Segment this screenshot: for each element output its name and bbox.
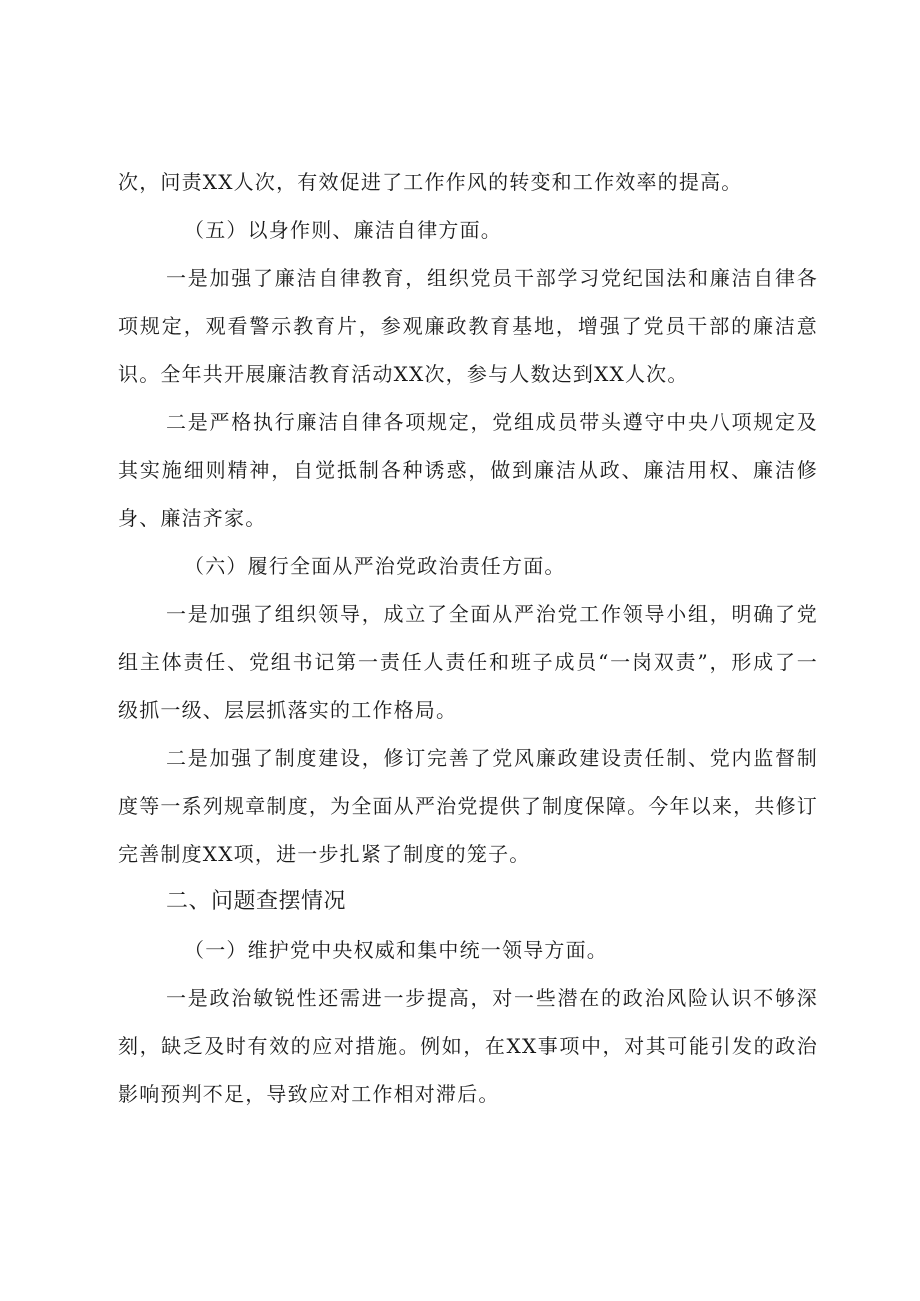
subheading-one: （一）维护党中央权威和集中统一领导方面。 bbox=[184, 938, 608, 962]
subheading-six: （六）履行全面从严治党政治责任方面。 bbox=[184, 554, 566, 578]
paragraph-six-1: 一是加强了组织领导，成立了全面从严治党工作领导小组，明确了党组主体责任、党组书记第一责任人责任和班子成员“一岗双责”，形成了一级抓一级、层层抓落实的工作格局。 bbox=[118, 602, 818, 722]
section-heading-problems: 二、问题查摆情况 bbox=[166, 889, 347, 914]
subheading-five: （五）以身作则、廉洁自律方面。 bbox=[184, 218, 502, 242]
paragraph-six-2: 二是加强了制度建设，修订完善了党风廉政建设责任制、党内监督制度等一系列规章制度，为全面从严治党提供了制度保障。今年以来，共修订完善制度XX项，进一步扎紧了制度的笼子。 bbox=[118, 746, 818, 866]
paragraph-five-2: 二是严格执行廉洁自律各项规定，党组成员带头遵守中央八项规定及其实施细则精神，自觉抵制各种诱惑，做到廉洁从政、廉洁用权、廉洁修身、廉洁齐家。 bbox=[118, 410, 818, 530]
paragraph-one-1: 一是政治敏锐性还需进一步提高，对一些潜在的政治风险认识不够深刻，缺乏及时有效的应对措施。例如，在XX事项中，对其可能引发的政治影响预判不足，导致应对工作相对滞后。 bbox=[118, 986, 818, 1106]
paragraph-continuation: 次，问责XX人次，有效促进了工作作风的转变和工作效率的提高。 bbox=[118, 170, 743, 194]
paragraph-five-1: 一是加强了廉洁自律教育，组织党员干部学习党纪国法和廉洁自律各项规定，观看警示教育片，参观廉政教育基地，增强了党员干部的廉洁意识。全年共开展廉洁教育活动XX次，参与人数达到XX人次。 bbox=[118, 266, 818, 386]
